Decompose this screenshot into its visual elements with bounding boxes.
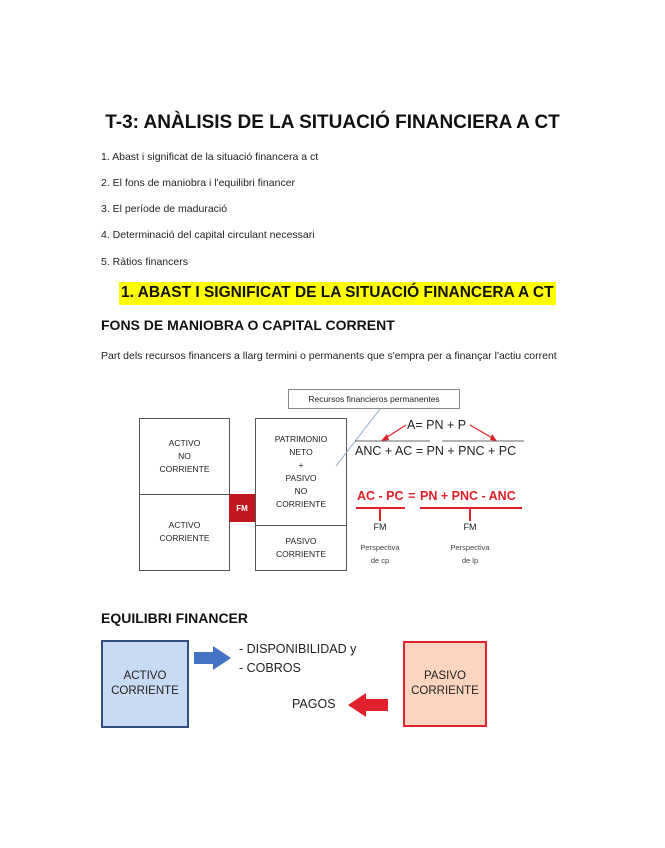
toc-item-2: 2. El fons de maniobra i l'equilibri financer <box>101 177 296 189</box>
callout-recursos-permanentes: Recursos financieros permanentes <box>288 389 460 409</box>
fons-paragraph: Part dels recursos financers a llarg termini o permanents que s'empra per a finançar l'actiu corrent <box>101 350 557 362</box>
cobros-text: - COBROS <box>239 661 301 675</box>
red-arrow-left-icon <box>348 693 388 717</box>
toc-item-4: 4. Determinació del capital circulant necessari <box>101 229 315 241</box>
fons-heading: FONS DE MANIOBRA O CAPITAL CORRENT <box>101 317 395 333</box>
equation-ac-pc: AC - PC <box>357 489 404 503</box>
fm-label-left: FM <box>373 522 387 532</box>
equation-pn-pnc-anc: PN + PNC - ANC <box>420 489 516 503</box>
activo-no-corriente-box: ACTIVO NO CORRIENTE <box>139 418 230 495</box>
equation-a-pn-p: A= PN + P <box>407 418 467 432</box>
fm-box: FM <box>229 494 255 522</box>
page-title: T-3: ANÀLISIS DE LA SITUACIÓ FINANCIERA A CT <box>105 112 560 133</box>
activo-corriente-big-box: ACTIVO CORRIENTE <box>101 640 189 728</box>
perspectiva-cp: Perspectiva de cp <box>360 543 400 565</box>
pagos-text: PAGOS <box>292 697 336 711</box>
disponibilidad-text: - DISPONIBILIDAD y <box>239 642 357 656</box>
fm-label-right: FM <box>463 522 477 532</box>
pasivo-corriente-big-box: PASIVO CORRIENTE <box>403 641 487 727</box>
patrimonio-pasivo-no-corriente-box: PATRIMONIO NETO + PASIVO NO CORRIENTE <box>255 418 347 526</box>
activo-corriente-box: ACTIVO CORRIENTE <box>139 494 230 571</box>
blue-arrow-right-icon <box>194 646 231 670</box>
pasivo-corriente-box: PASIVO CORRIENTE <box>255 525 347 571</box>
perspectiva-lp: Perspectiva de lp <box>450 543 490 565</box>
section-1-heading: 1. ABAST I SIGNIFICAT DE LA SITUACIÓ FINANCERA A CT <box>119 282 556 305</box>
toc-item-5: 5. Ràtios financers <box>101 256 188 268</box>
toc-item-3: 3. El període de maduració <box>101 203 228 215</box>
equation-equals: = <box>408 489 416 503</box>
toc-item-1: 1. Abast i significat de la situació financera a ct <box>101 151 319 163</box>
equilibri-heading: EQUILIBRI FINANCER <box>101 610 248 626</box>
equation-anc-ac: ANC + AC = PN + PNC + PC <box>355 444 517 458</box>
